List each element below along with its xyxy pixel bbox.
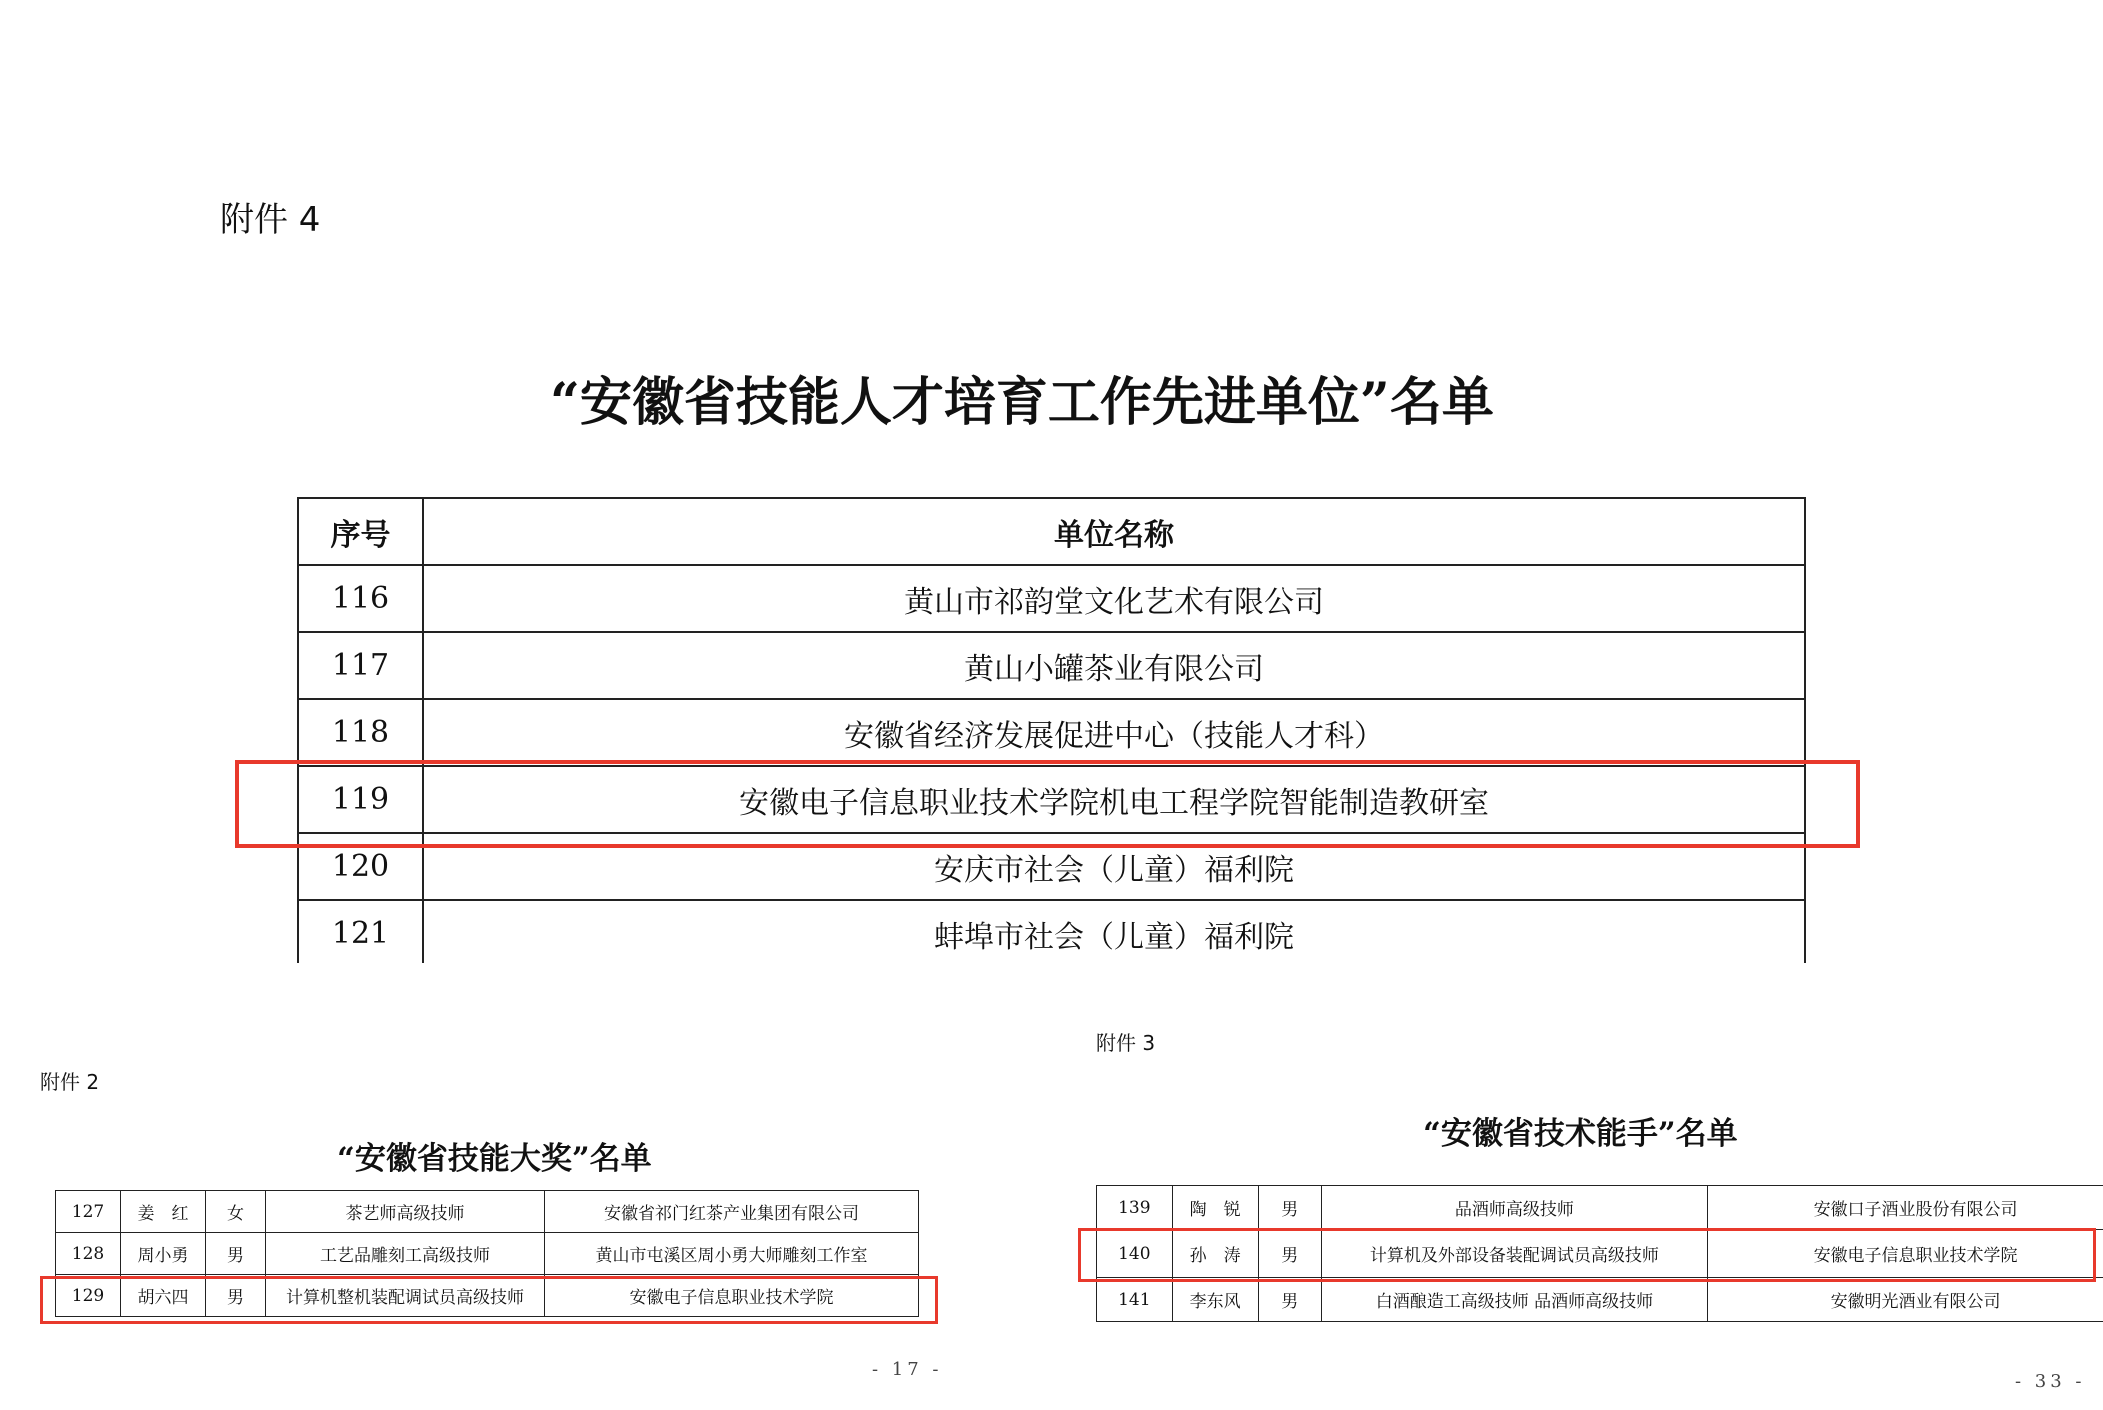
highlight-box-row-140 — [1078, 1228, 2096, 1282]
row-no: 118 — [298, 699, 423, 766]
attachment2-label: 附件 2 — [40, 1070, 100, 1094]
row-gender: 女 — [206, 1191, 266, 1233]
row-person-name: 孙 涛 — [1172, 1230, 1258, 1278]
table-header-row — [298, 498, 1805, 565]
highlight-box-row-129 — [40, 1276, 938, 1324]
row-no: 119 — [298, 766, 423, 833]
page-number: - 17 - — [872, 1359, 943, 1380]
row-no: 140 — [1097, 1230, 1173, 1278]
row-unit: 安徽口子酒业股份有限公司 — [1708, 1186, 2103, 1230]
attachment4-label: 附件 4 — [220, 200, 321, 240]
row-occupation: 品酒师高级技师 — [1321, 1186, 1707, 1230]
attachment3-page — [1050, 963, 2103, 1410]
row-person-name: 胡六四 — [121, 1275, 206, 1317]
attachment3-title: “安徽省技术能手”名单 — [1423, 1116, 1738, 1152]
row-gender: 男 — [1258, 1186, 1321, 1230]
row-gender: 男 — [1258, 1278, 1321, 1322]
header-unit-name: 单位名称 — [423, 498, 1805, 565]
row-occupation: 白酒酿造工高级技师 品酒师高级技师 — [1321, 1278, 1707, 1322]
row-person-name: 周小勇 — [121, 1233, 206, 1275]
attachment3-label: 附件 3 — [1096, 1031, 1156, 1055]
row-no: 116 — [298, 565, 423, 632]
page-number: - 33 - — [2015, 1371, 2086, 1392]
table-row — [56, 1233, 919, 1275]
row-no: 120 — [298, 833, 423, 900]
attachment2-title: “安徽省技能大奖”名单 — [337, 1141, 652, 1177]
attachment4-title: “安徽省技能人才培育工作先进单位”名单 — [550, 372, 1494, 433]
row-person-name: 李东风 — [1172, 1278, 1258, 1322]
row-gender: 男 — [1258, 1230, 1321, 1278]
row-occupation: 茶艺师高级技师 — [266, 1191, 545, 1233]
row-gender: 男 — [206, 1275, 266, 1317]
row-no: 121 — [298, 900, 423, 963]
row-unit-name: 安庆市社会（儿童）福利院 — [423, 833, 1805, 900]
row-no: 141 — [1097, 1278, 1173, 1322]
row-no: 117 — [298, 632, 423, 699]
table-row — [298, 900, 1805, 963]
row-unit: 安徽明光酒业有限公司 — [1708, 1278, 2103, 1322]
row-person-name: 姜 红 — [121, 1191, 206, 1233]
header-no: 序号 — [298, 498, 423, 565]
row-no: 127 — [56, 1191, 121, 1233]
row-no: 129 — [56, 1275, 121, 1317]
row-unit-name: 安徽省经济发展促进中心（技能人才科） — [423, 699, 1805, 766]
attachment2-page — [0, 963, 1050, 1410]
table-row — [298, 632, 1805, 699]
row-unit: 安徽省祁门红茶产业集团有限公司 — [545, 1191, 919, 1233]
row-occupation: 计算机整机装配调试员高级技师 — [266, 1275, 545, 1317]
row-unit-name: 安徽电子信息职业技术学院机电工程学院智能制造教研室 — [423, 766, 1805, 833]
row-no: 139 — [1097, 1186, 1173, 1230]
table-row — [56, 1191, 919, 1233]
row-occupation: 计算机及外部设备装配调试员高级技师 — [1321, 1230, 1707, 1278]
row-unit: 黄山市屯溪区周小勇大师雕刻工作室 — [545, 1233, 919, 1275]
row-no: 128 — [56, 1233, 121, 1275]
table-row — [1097, 1278, 2103, 1322]
row-gender: 男 — [206, 1233, 266, 1275]
highlight-box-row-119 — [235, 760, 1860, 848]
table-row — [298, 565, 1805, 632]
attachment4-table — [297, 497, 1806, 963]
row-unit-name: 黄山小罐茶业有限公司 — [423, 632, 1805, 699]
row-unit-name: 黄山市祁韵堂文化艺术有限公司 — [423, 565, 1805, 632]
row-occupation: 工艺品雕刻工高级技师 — [266, 1233, 545, 1275]
table-row — [1097, 1186, 2103, 1230]
row-unit: 安徽电子信息职业技术学院 — [545, 1275, 919, 1317]
table-row — [298, 699, 1805, 766]
row-unit-name: 蚌埠市社会（儿童）福利院 — [423, 900, 1805, 963]
row-person-name: 陶 锐 — [1172, 1186, 1258, 1230]
row-unit: 安徽电子信息职业技术学院 — [1708, 1230, 2103, 1278]
